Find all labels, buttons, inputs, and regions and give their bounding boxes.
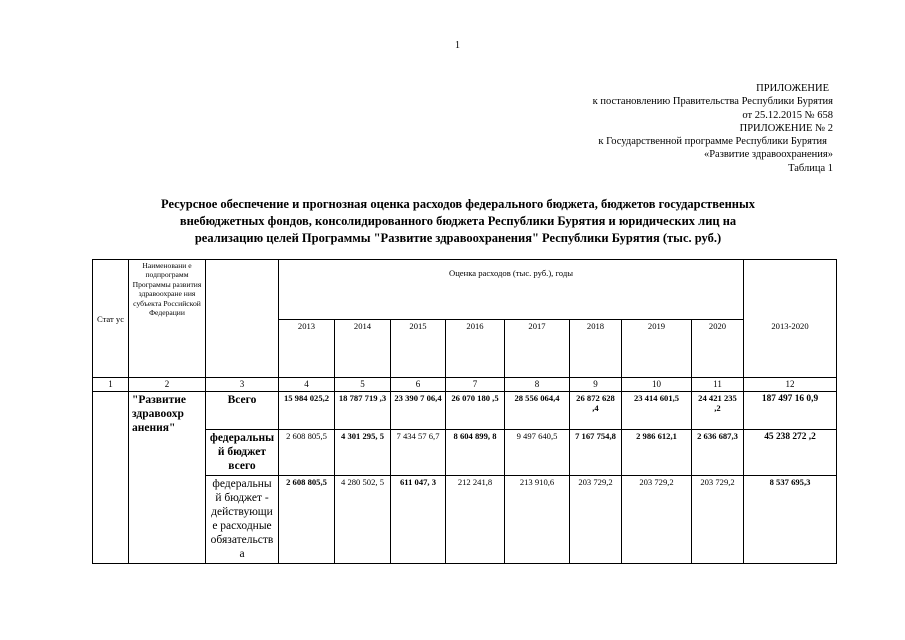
value-cell: 611 047, 3 xyxy=(391,476,446,564)
value-cell: 15 984 025,2 xyxy=(279,392,335,430)
value-cell: 23 414 601,5 xyxy=(622,392,692,430)
appendix-line: ПРИЛОЖЕНИЕ xyxy=(756,83,829,94)
table-header-row xyxy=(93,260,837,320)
budget-table xyxy=(92,259,837,564)
appendix-line: к Государственной программе Республики Бурятия xyxy=(598,136,827,148)
column-number: 7 xyxy=(446,378,505,392)
value-cell: 7 167 754,8 xyxy=(570,430,622,476)
value-cell: 212 241,8 xyxy=(446,476,505,564)
value-cell: 203 729,2 xyxy=(570,476,622,564)
document-title xyxy=(88,196,828,247)
total-cell: 187 497 16 0,9 xyxy=(744,392,837,430)
value-cell: 28 556 064,4 xyxy=(505,392,570,430)
year-cell: 2017 xyxy=(505,320,570,378)
table-row xyxy=(93,392,837,430)
column-number: 3 xyxy=(206,378,279,392)
value-cell: 24 421 235 ,2 xyxy=(692,392,744,430)
title-line: реализацию целей Программы "Развитие здравоохранения" Республики Бурятия (тыс. руб.) xyxy=(194,231,722,245)
value-cell: 4 301 295, 5 xyxy=(335,430,391,476)
year-cell: 2013 xyxy=(279,320,335,378)
title-line: внебюджетных фондов, консолидированного бюджета Республики Бурятия и юридических лиц на xyxy=(179,214,737,228)
funding-source-cell: Всего xyxy=(206,392,279,430)
column-number: 4 xyxy=(279,378,335,392)
value-cell: 2 986 612,1 xyxy=(622,430,692,476)
value-cell: 2 608 805,5 xyxy=(279,476,335,564)
appendix-line: от 25.12.2015 № 658 xyxy=(742,109,833,121)
value-cell: 213 910,6 xyxy=(505,476,570,564)
header-estimate: Оценка расходов (тыс. руб.), годы xyxy=(279,260,744,320)
value-cell: 203 729,2 xyxy=(622,476,692,564)
value-cell: 26 872 628 ,4 xyxy=(570,392,622,430)
year-cell: 2015 xyxy=(391,320,446,378)
total-cell: 45 238 272 ,2 xyxy=(744,430,837,476)
appendix-line: к постановлению Правительства Республики Бурятия xyxy=(592,96,833,108)
value-cell: 2 608 805,5 xyxy=(279,430,335,476)
value-cell: 8 604 899, 8 xyxy=(446,430,505,476)
header-blank xyxy=(744,260,837,320)
year-cell: 2018 xyxy=(570,320,622,378)
program-name-cell: "Развитие здравоохр анения" xyxy=(129,392,206,564)
page-number: 1 xyxy=(455,40,460,51)
year-cell: 2020 xyxy=(692,320,744,378)
column-number: 1 xyxy=(93,378,129,392)
value-cell: 7 434 57 6,7 xyxy=(391,430,446,476)
value-cell: 203 729,2 xyxy=(692,476,744,564)
header-status: Стат ус xyxy=(93,260,129,378)
column-number: 5 xyxy=(335,378,391,392)
value-cell: 18 787 719 ,3 xyxy=(335,392,391,430)
appendix-line: «Развитие здравоохранения» xyxy=(703,149,833,161)
year-cell: 2013-2020 xyxy=(744,320,837,378)
appendix-line: ПРИЛОЖЕНИЕ № 2 xyxy=(739,122,833,134)
total-cell: 8 537 695,3 xyxy=(744,476,837,564)
value-cell: 9 497 640,5 xyxy=(505,430,570,476)
column-number: 11 xyxy=(692,378,744,392)
title-line: Ресурсное обеспечение и прогнозная оценка расходов федерального бюджета, бюджетов государственных xyxy=(160,197,756,211)
value-cell: 23 390 7 06,4 xyxy=(391,392,446,430)
funding-source-cell: федеральны й бюджет всего xyxy=(206,430,279,476)
value-cell: 4 280 502, 5 xyxy=(335,476,391,564)
column-number: 2 xyxy=(129,378,206,392)
funding-source-cell: федеральны й бюджет - действующи е расходные обязательств а xyxy=(206,476,279,564)
value-cell: 2 636 687,3 xyxy=(692,430,744,476)
appendix-line: Таблица 1 xyxy=(788,162,833,174)
column-number-row xyxy=(93,378,837,392)
value-cell: 26 070 180 ,5 xyxy=(446,392,505,430)
column-number: 9 xyxy=(570,378,622,392)
status-cell xyxy=(93,392,129,564)
year-cell: 2016 xyxy=(446,320,505,378)
header-subprogram-name: Наименовани е подпрограмм Программы развития здравоохране ния субъекта Российской Федерации xyxy=(129,260,206,378)
column-number: 6 xyxy=(391,378,446,392)
header-source-blank xyxy=(206,260,279,378)
column-number: 8 xyxy=(505,378,570,392)
year-cell: 2014 xyxy=(335,320,391,378)
year-cell: 2019 xyxy=(622,320,692,378)
appendix-header xyxy=(593,82,833,175)
column-number: 12 xyxy=(744,378,837,392)
column-number: 10 xyxy=(622,378,692,392)
